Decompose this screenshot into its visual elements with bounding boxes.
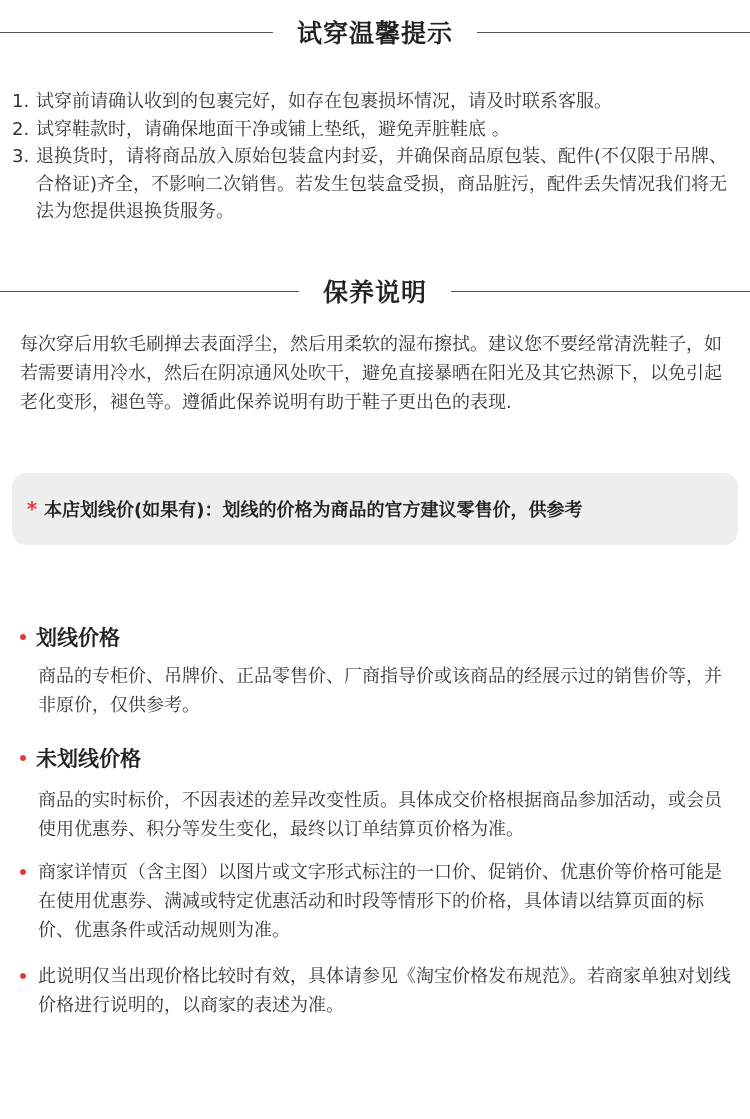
tips-item: [12, 116, 732, 144]
pricing-note: [20, 858, 732, 945]
no-strike-price-text: 商品的实时标价，不因表述的差异改变性质。具体成交价格根据商品参加活动，或会员使用优惠券、积分等发生变化，最终以订单结算页价格为准。: [38, 790, 722, 840]
bullet-dot-icon: [20, 869, 26, 875]
tips-item: [12, 143, 732, 226]
no-strike-price-title: 未划线价格: [36, 747, 141, 771]
care-section-header: [0, 271, 750, 311]
tips-item-text: 试穿前请确认收到的包裹完好，如存在包裹损坏情况，请及时联系客服。: [36, 91, 612, 112]
bullet-dot-icon: [20, 634, 26, 640]
tips-item-text: 退换货时，请将商品放入原始包装盒内封妥，并确保商品原包装、配件(不仅限于吊牌、合格证)齐全，不影响二次销售。若发生包装盒受损，商品脏污，配件丢失情况我们将无法为您提供退换货服务。: [36, 146, 728, 222]
strike-price-title: 划线价格: [36, 626, 120, 650]
bullet-dot-icon: [20, 973, 26, 979]
tips-list: [12, 88, 732, 226]
asterisk-icon: *: [26, 497, 38, 521]
tips-item-text: 试穿鞋款时，请确保地面干净或铺上垫纸，避免弄脏鞋底 。: [36, 118, 510, 140]
pricing-note: [20, 962, 732, 1020]
divider-line: [0, 32, 273, 33]
tips-item-number: 3.: [12, 146, 30, 167]
pricing-note-text: 商家详情页（含主图）以图片或文字形式标注的一口价、促销价、优惠价等价格可能是在使用优惠券、满减或特定优惠活动和时段等情形下的价格，具体请以结算页面的标价、优惠条件或活动规则为准。: [38, 862, 722, 941]
tips-item: [12, 88, 732, 116]
bullet-dot-icon: [20, 755, 26, 761]
strike-price-heading: [20, 622, 120, 652]
strike-price-text: 商品的专柜价、吊牌价、正品零售价、厂商指导价或该商品的经展示过的销售价等，并非原价，仅供参考。: [38, 666, 722, 716]
tips-title: 试穿温馨提示: [297, 19, 454, 48]
care-title: 保养说明: [323, 278, 428, 307]
tips-item-number: 2.: [12, 118, 30, 140]
price-notice-box: [12, 473, 738, 545]
divider-line: [451, 291, 750, 292]
tips-item-number: 1.: [12, 91, 30, 112]
divider-line: [477, 32, 750, 33]
divider-line: [0, 291, 299, 292]
tips-section-header: [0, 12, 750, 52]
price-notice-text: 本店划线价(如果有)：划线的价格为商品的官方建议零售价，供参考: [44, 500, 583, 521]
no-strike-price-heading: [20, 743, 141, 773]
pricing-note-text: 此说明仅当出现价格比较时有效，具体请参见《淘宝价格发布规范》。若商家单独对划线价格进行说明的，以商家的表述为准。: [38, 966, 731, 1016]
care-instructions: 每次穿后用软毛刷掸去表面浮尘，然后用柔软的湿布擦拭。建议您不要经常清洗鞋子，如若需要请用冷水，然后在阴凉通风处吹干，避免直接暴晒在阳光及其它热源下，以免引起老化变形，褪色等。遵循此保养说明有助于鞋子更出色的表现.: [20, 334, 722, 413]
